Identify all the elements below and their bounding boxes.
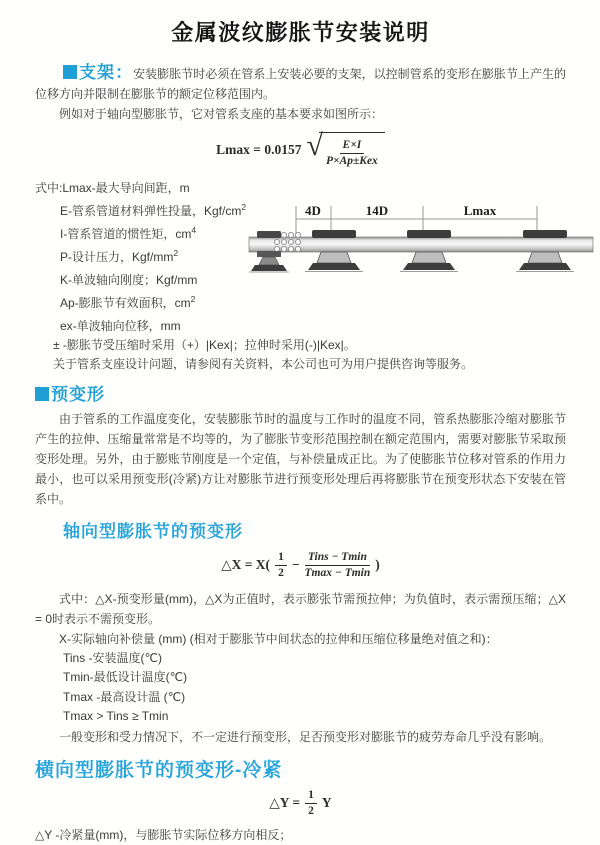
lmax-formula-lhs: Lmax = 0.0157 <box>216 142 302 158</box>
temp-line-tmax: Tmax -最高设计温 (℃) <box>63 689 186 704</box>
axial-formula-explanation: 式中：△X-预变形量(mm)，△X为正值时，表示膨张节需预拉伸；为负值时，表示需预压缩；△X = 0时表示不需预变形。 <box>35 591 566 626</box>
section-bullet-icon <box>63 65 77 79</box>
axial-predeform-formula <box>35 550 566 581</box>
section-bullet-icon <box>35 387 49 401</box>
plus-minus-note: ± -膨胀节受压缩时采用（+）|Kex|；拉伸时采用(-)|Kex|。 <box>53 337 356 352</box>
axial-formula-rhs: ) <box>375 557 380 573</box>
temp-ratio-numerator: Tins − Tmin <box>305 550 370 566</box>
definition-line: 式中:Lmax-最大导向间距，m <box>35 180 190 195</box>
half-denominator: 2 <box>278 566 284 579</box>
axial-note: 一般变形和受力情况下，不一定进行预变形，足否预变形对膨胀节的疲劳寿命几乎没有影响。 <box>59 729 552 744</box>
definition-line: E-管系管道材料弹性投量，Kgf/$cm^2$ <box>60 201 247 218</box>
predeform-paragraph: 由于管系的工作温度变化，安装膨胀节时的温度与工作时的温度不同，管系热膨胀冷缩对膨胀节产生的拉伸、压缩量常常是不均等的，为了膨胀节变形范围控制在额定范围内，需要对膨胀节采取预变形处理。另外，由于膨账节刚度是一个定值，与补偿量成正比。为了使膨胀节位移对管系的作用力最小，也可以采用预变形(冷紧)方让对膨胀节进行预变形处理后再将膨胀节在预变形状态下安装在管系中。 <box>35 411 566 506</box>
lateral-subsection-heading: 横向型膨胀节的预变形-冷紧 <box>35 759 283 781</box>
radical-sign-icon: √ <box>306 129 323 162</box>
half-numerator: 1 <box>275 550 287 566</box>
dim-label-14d: 14D <box>365 202 389 218</box>
lateral-coldtight-formula <box>35 788 566 819</box>
lmax-formula-denominator: P×Ap±Kex <box>325 154 378 167</box>
temp-inequality: Tmax > Tins ≥ Tmin <box>63 709 169 724</box>
pipe-support-diagram <box>247 201 595 283</box>
half-denominator: 2 <box>308 804 314 817</box>
definition-line: K-单波轴向刚度；Kgf/mm <box>60 272 198 287</box>
axial-subsection-heading: 轴向型膨胀节的预变形 <box>63 521 243 541</box>
support-paragraph <box>35 63 566 104</box>
lateral-formula-lhs: △Y = <box>269 795 301 811</box>
predeform-section-heading: 预变形 <box>35 380 566 405</box>
lateral-formula-rhs: Y <box>321 795 332 811</box>
page-title: 金属波纹膨胀节安装说明 <box>171 20 430 45</box>
axial-compensation-line: X-实际轴向补偿量 (mm) (相对于膨胀节中间状态的拉伸和压缩位移量绝对值之和)： <box>59 631 498 646</box>
definition-line: ex-单波轴向位移，mm <box>60 318 181 333</box>
definition-line: I-管系管道的惯性矩，$cm^4$ <box>60 224 197 241</box>
axial-formula-lhs: △X = X( <box>221 557 271 573</box>
half-numerator: 1 <box>305 788 317 804</box>
temp-line-tins: Tins -安装温度(℃) <box>63 650 163 665</box>
pipe-support-diagram-svg <box>247 201 595 277</box>
definition-line: P-设计压力，Kgf/$mm^2$ <box>60 247 179 264</box>
lateral-note: △Y -冷紧量(mm)，与膨胀节实际位移方向相反； <box>35 827 292 842</box>
minus-operator: − <box>291 557 300 573</box>
consult-note: 关于管系支座设计问题，请参阅有关资料，本公司也可为用户提供咨询等服务。 <box>53 356 474 371</box>
support-section-heading: 支架： <box>79 63 134 82</box>
temp-line-tmin: Tmin-最低设计温度(℃) <box>63 670 188 685</box>
definition-line: Ap-膨胀节有效面积，$cm^2$ <box>60 293 196 310</box>
formula-definitions <box>35 175 566 374</box>
lmax-formula <box>35 129 566 169</box>
dim-label-lmax: Lmax <box>463 202 497 218</box>
dim-label-4d: 4D <box>305 202 321 218</box>
lmax-formula-numerator: E×I <box>340 138 365 154</box>
temperature-definitions <box>35 649 566 727</box>
support-example-line: 例如对于轴向型膨胀节，它对管系支座的基本要求如图所示： <box>59 107 384 121</box>
sqrt-radical <box>306 129 385 169</box>
temp-ratio-denominator: Tmax − Tmin <box>304 566 371 579</box>
support-paragraph-text: 安装膨胀节时必须在管系上安装必要的支架，以控制管系的变形在膨胀节上产生的位移方向并限制在膨胀节的额定位移范围内。 <box>35 67 566 101</box>
